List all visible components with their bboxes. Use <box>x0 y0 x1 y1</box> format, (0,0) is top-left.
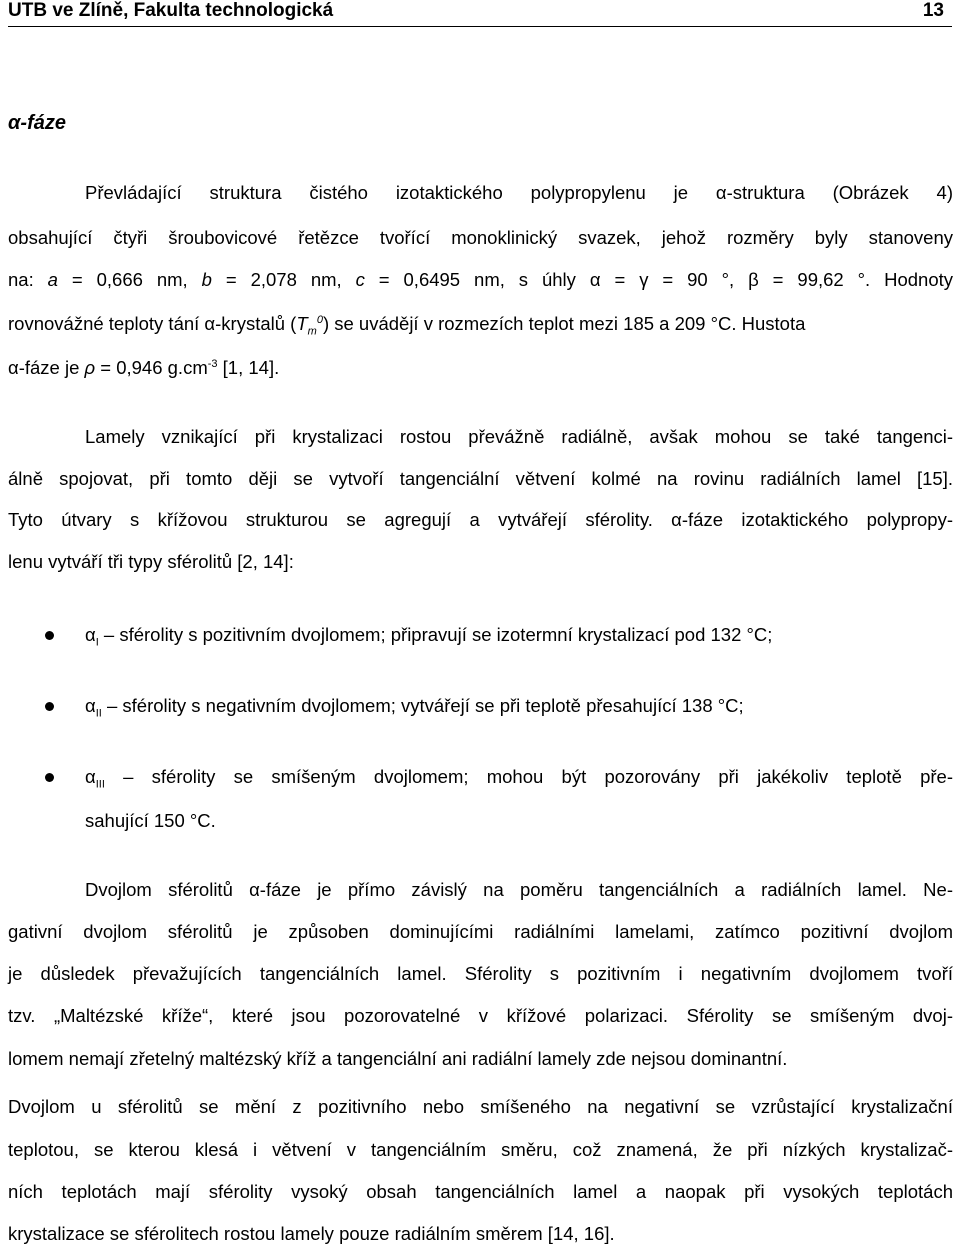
header-title: UTB ve Zlíně, Fakulta technologická <box>8 0 334 21</box>
para3-line3: je důsledek převažujících tangenciálních lamel. Sférolity s pozitivním i negativním dvojlomem tvoří <box>8 963 953 984</box>
para3-line6: Dvojlom u sférolitů se mění z pozitivního nebo smíšeného na negativní se vzrůstající krystalizační <box>8 1096 953 1117</box>
para3-line4: tzv. „Maltézské kříže“, které jsou pozorovatelné v křížové polarizaci. Sférolity se smíšeným dvoj- <box>8 1005 953 1026</box>
para2-line4: lenu vytváří tři typy sférolitů [2, 14]: <box>8 551 294 572</box>
bullet-icon <box>45 631 54 640</box>
para3-line5: lomem nemají zřetelný maltézský kříž a tangenciální ani radiální lamely zde nejsou dominantní. <box>8 1048 788 1069</box>
bullet-icon <box>45 702 54 711</box>
page-number: 13 <box>922 0 944 21</box>
para2-line3: Tyto útvary s křížovou strukturou se agregují a vytvářejí sférolity. α-fáze izotaktického polypropy- <box>8 509 953 530</box>
para1-line4: rovnovážné teploty tání α-krystalů $(T_m^0)$ se uvádějí v rozmezích teplot mezi 185 a 209 °C. Hustota <box>8 313 806 338</box>
para1-line3: na: a = 0,666 nm, b = 2,078 nm, c = 0,6495 nm, s úhly α = γ = 90 °, β = 99,62 °. Hodnoty <box>8 269 954 290</box>
para3-line8: ních teplotách mají sférolity vysoký obsah tangenciálních lamel a naopak při vysokých teplotách <box>8 1181 953 1202</box>
bullet-icon <box>45 773 54 782</box>
para1-line1: Převládající struktura čistého izotaktického polypropylenu je α-struktura (Obrázek 4) <box>85 182 953 203</box>
para2-line2: álně spojovat, při tomto ději se vytvoří tangenciální větvení kolmé na rovinu radiálních lamel [15]. <box>8 468 953 489</box>
para3-line7: teplotou, se kterou klesá i větvení v tangenciálním směru, což znamená, že při nízkých krystalizač- <box>8 1139 953 1160</box>
para3-line1: Dvojlom sférolitů α-fáze je přímo závislý na poměru tangenciálních a radiálních lamel. Ne- <box>85 879 953 900</box>
para2-line1: Lamely vznikající při krystalizaci rostou převážně radiálně, avšak mohou se také tangenci- <box>85 426 953 447</box>
page-header <box>8 0 952 27</box>
bullet-item-2: $\alpha_{II}$ – sférolity s negativním dvojlomem; vytvářejí se při teplotě přesahující 138 °C; <box>85 695 744 720</box>
para1-line5: α-fáze je ρ = 0,946 $g.cm^{-3}$ [1, 14]. <box>8 357 280 378</box>
para3-line9: krystalizace se sférolitech rostou lamely pouze radiálním směrem [14, 16]. <box>8 1223 615 1244</box>
bullet-item-1: $\alpha_I$ – sférolity s pozitivním dvojlomem; připravují se izotermní krystalizací pod 132 °C; <box>85 624 773 649</box>
bullet-item-3: $\alpha_{III}$ – sférolity se smíšeným dvojlomem; mohou být pozorovány při jakékoliv teplotě pře- <box>85 766 953 791</box>
para3-line2: gativní dvojlom sférolitů je způsoben dominujícími radiálními lamelami, zatímco pozitivní dvojlom <box>8 921 953 942</box>
section-title: α-fáze <box>8 112 66 134</box>
para1-line2: obsahující čtyři šroubovicové řetězce tvořící monoklinický svazek, jehož rozměry byly stanoveny <box>8 227 953 248</box>
bullet-item-3-cont: sahující 150 °C. <box>85 810 216 831</box>
